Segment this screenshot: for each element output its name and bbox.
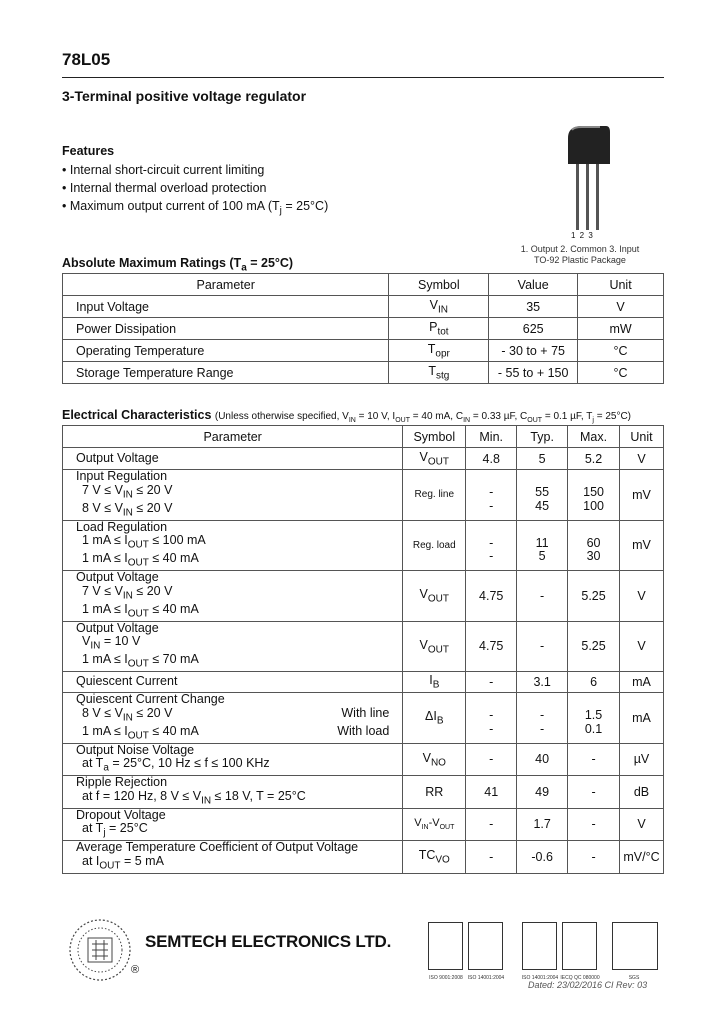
company-name: SEMTECH ELECTRONICS LTD. (145, 932, 392, 951)
header-symbol: Symbol (389, 274, 489, 296)
table-row: Load Regulation 1 mA ≤ $I_{OUT} \le 100$ mA 1 mA ≤ $I_{OUT} \le 40$ mA Reg. load - - 11 5 60 30 mV (63, 520, 664, 571)
header-rule (62, 77, 664, 78)
pin-numbers: 1 2 3 (571, 231, 594, 240)
certification-badge-5: SGS (612, 922, 658, 970)
revision-date: Dated: 23/02/2016 CI Rev: 03 (528, 980, 648, 990)
table-row: Operating Temperature $T_{opr}$ - 30 to + 75 °C (63, 340, 664, 362)
semtech-logo (68, 918, 132, 982)
package-note: 1. Output 2. Common 3. Input TO-92 Plastic Package (520, 244, 640, 265)
feature-item: • Internal short-circuit current limiting (62, 163, 265, 177)
table-row: Input Voltage $V_{IN}$ 35 V (63, 296, 664, 318)
elec-table (62, 425, 664, 874)
table-row: Input Regulation 7 $V \le V_{IN} \le 20$ V 8 $V \le V_{IN} \le 20$ V Reg. line - - 55 45 150 100 mV (63, 470, 664, 521)
table-row: Average Temperature Coefficient of Output Voltage at $I_{OUT} = 5$ mA $TC_{VO}$ - -0.6 - mV/°C (63, 841, 664, 874)
elec-conditions: (Unless otherwise specified, $V_{IN} = 10$ V, $I_{OUT} = 40$ mA, $C_{IN} = 0.33$ µF, $C_{OUT} = 0.1$ µF, $T_j = 25^\circ C$) (214, 411, 632, 424)
table-row: Ripple Rejection at f = 120 Hz, 8 $V \le V_{IN} \le 18$ V, T = 25°C RR 41 49 - dB (63, 776, 664, 809)
table-header-row: Parameter Symbol Min. Typ. Max. Unit (63, 426, 664, 448)
feature-item: • Internal thermal overload protection (62, 181, 267, 195)
table-header-row (63, 274, 664, 296)
registered-mark: ® (131, 964, 140, 976)
table-row: Output Voltage 7 $V \le V_{IN} \le 20$ V 1 mA ≤ $I_{OUT} \le 40$ mA $V_{OUT}$ 4.75 - 5.25 V (63, 571, 664, 622)
header-unit: Unit (578, 274, 664, 296)
abs-max-table (62, 273, 664, 384)
header-value: Value (489, 274, 578, 296)
certification-badge-1: ISO 9001:2008 (428, 922, 463, 970)
page-subtitle: 3-Terminal positive voltage regulator (62, 88, 307, 104)
feature-item: • Maximum output current of 100 mA $(T_j = 25^\circ C)$ (62, 199, 329, 217)
certification-badge-4: IECQ QC 080000 (562, 922, 597, 970)
abs-max-title: Absolute Maximum Ratings $(T_a = 25^\circ C)$ (62, 256, 294, 274)
certification-badge-3: ISO 14001:2004 (522, 922, 557, 970)
table-row: Output Voltage $V_{IN} = 10$ V 1 mA ≤ $I_{OUT} \le 70$ mA $V_{OUT}$ 4.75 - 5.25 V (63, 621, 664, 672)
table-row: Power Dissipation $P_{tot}$ 625 mW (63, 318, 664, 340)
table-row: Quiescent Current Change 8 $V \le V_{IN} \le 20$ V With line 1 mA ≤ $I_{OUT} \le 40$ mA With load $\Delta I_B$ - - - - 1.5 0.1 mA (63, 693, 664, 744)
table-row: Storage Temperature Range $T_{stg}$ - 55 to + 150 °C (63, 362, 664, 384)
elec-title: Electrical Characteristics (Unless otherwise specified, $V_{IN} = 10$ V, $I_{OUT} = 40$ mA, $C_{IN} = 0.33$ µF, $C_{OUT} = 0.1$ µF, $T_j = 25^\circ C$) (62, 408, 632, 424)
part-number: 78L05 (62, 50, 111, 69)
table-row: Dropout Voltage at $T_j = 25^\circ C$ $V_{IN}-V_{OUT}$ - 1.7 - V (63, 808, 664, 841)
table-row: Quiescent Current $I_B$ - 3.1 6 mA (63, 672, 664, 693)
certification-badge-2: ISO 14001:2004 (468, 922, 503, 970)
features-title: Features (62, 144, 115, 158)
table-row: Output Voltage $V_{OUT}$ 4.8 5 5.2 V (63, 448, 664, 470)
header-parameter: Parameter (63, 274, 389, 296)
table-row: Output Noise Voltage at $T_a = 25^\circ C$, 10 Hz ≤ f ≤ 100 KHz $V_{NO}$ - 40 - µV (63, 743, 664, 776)
